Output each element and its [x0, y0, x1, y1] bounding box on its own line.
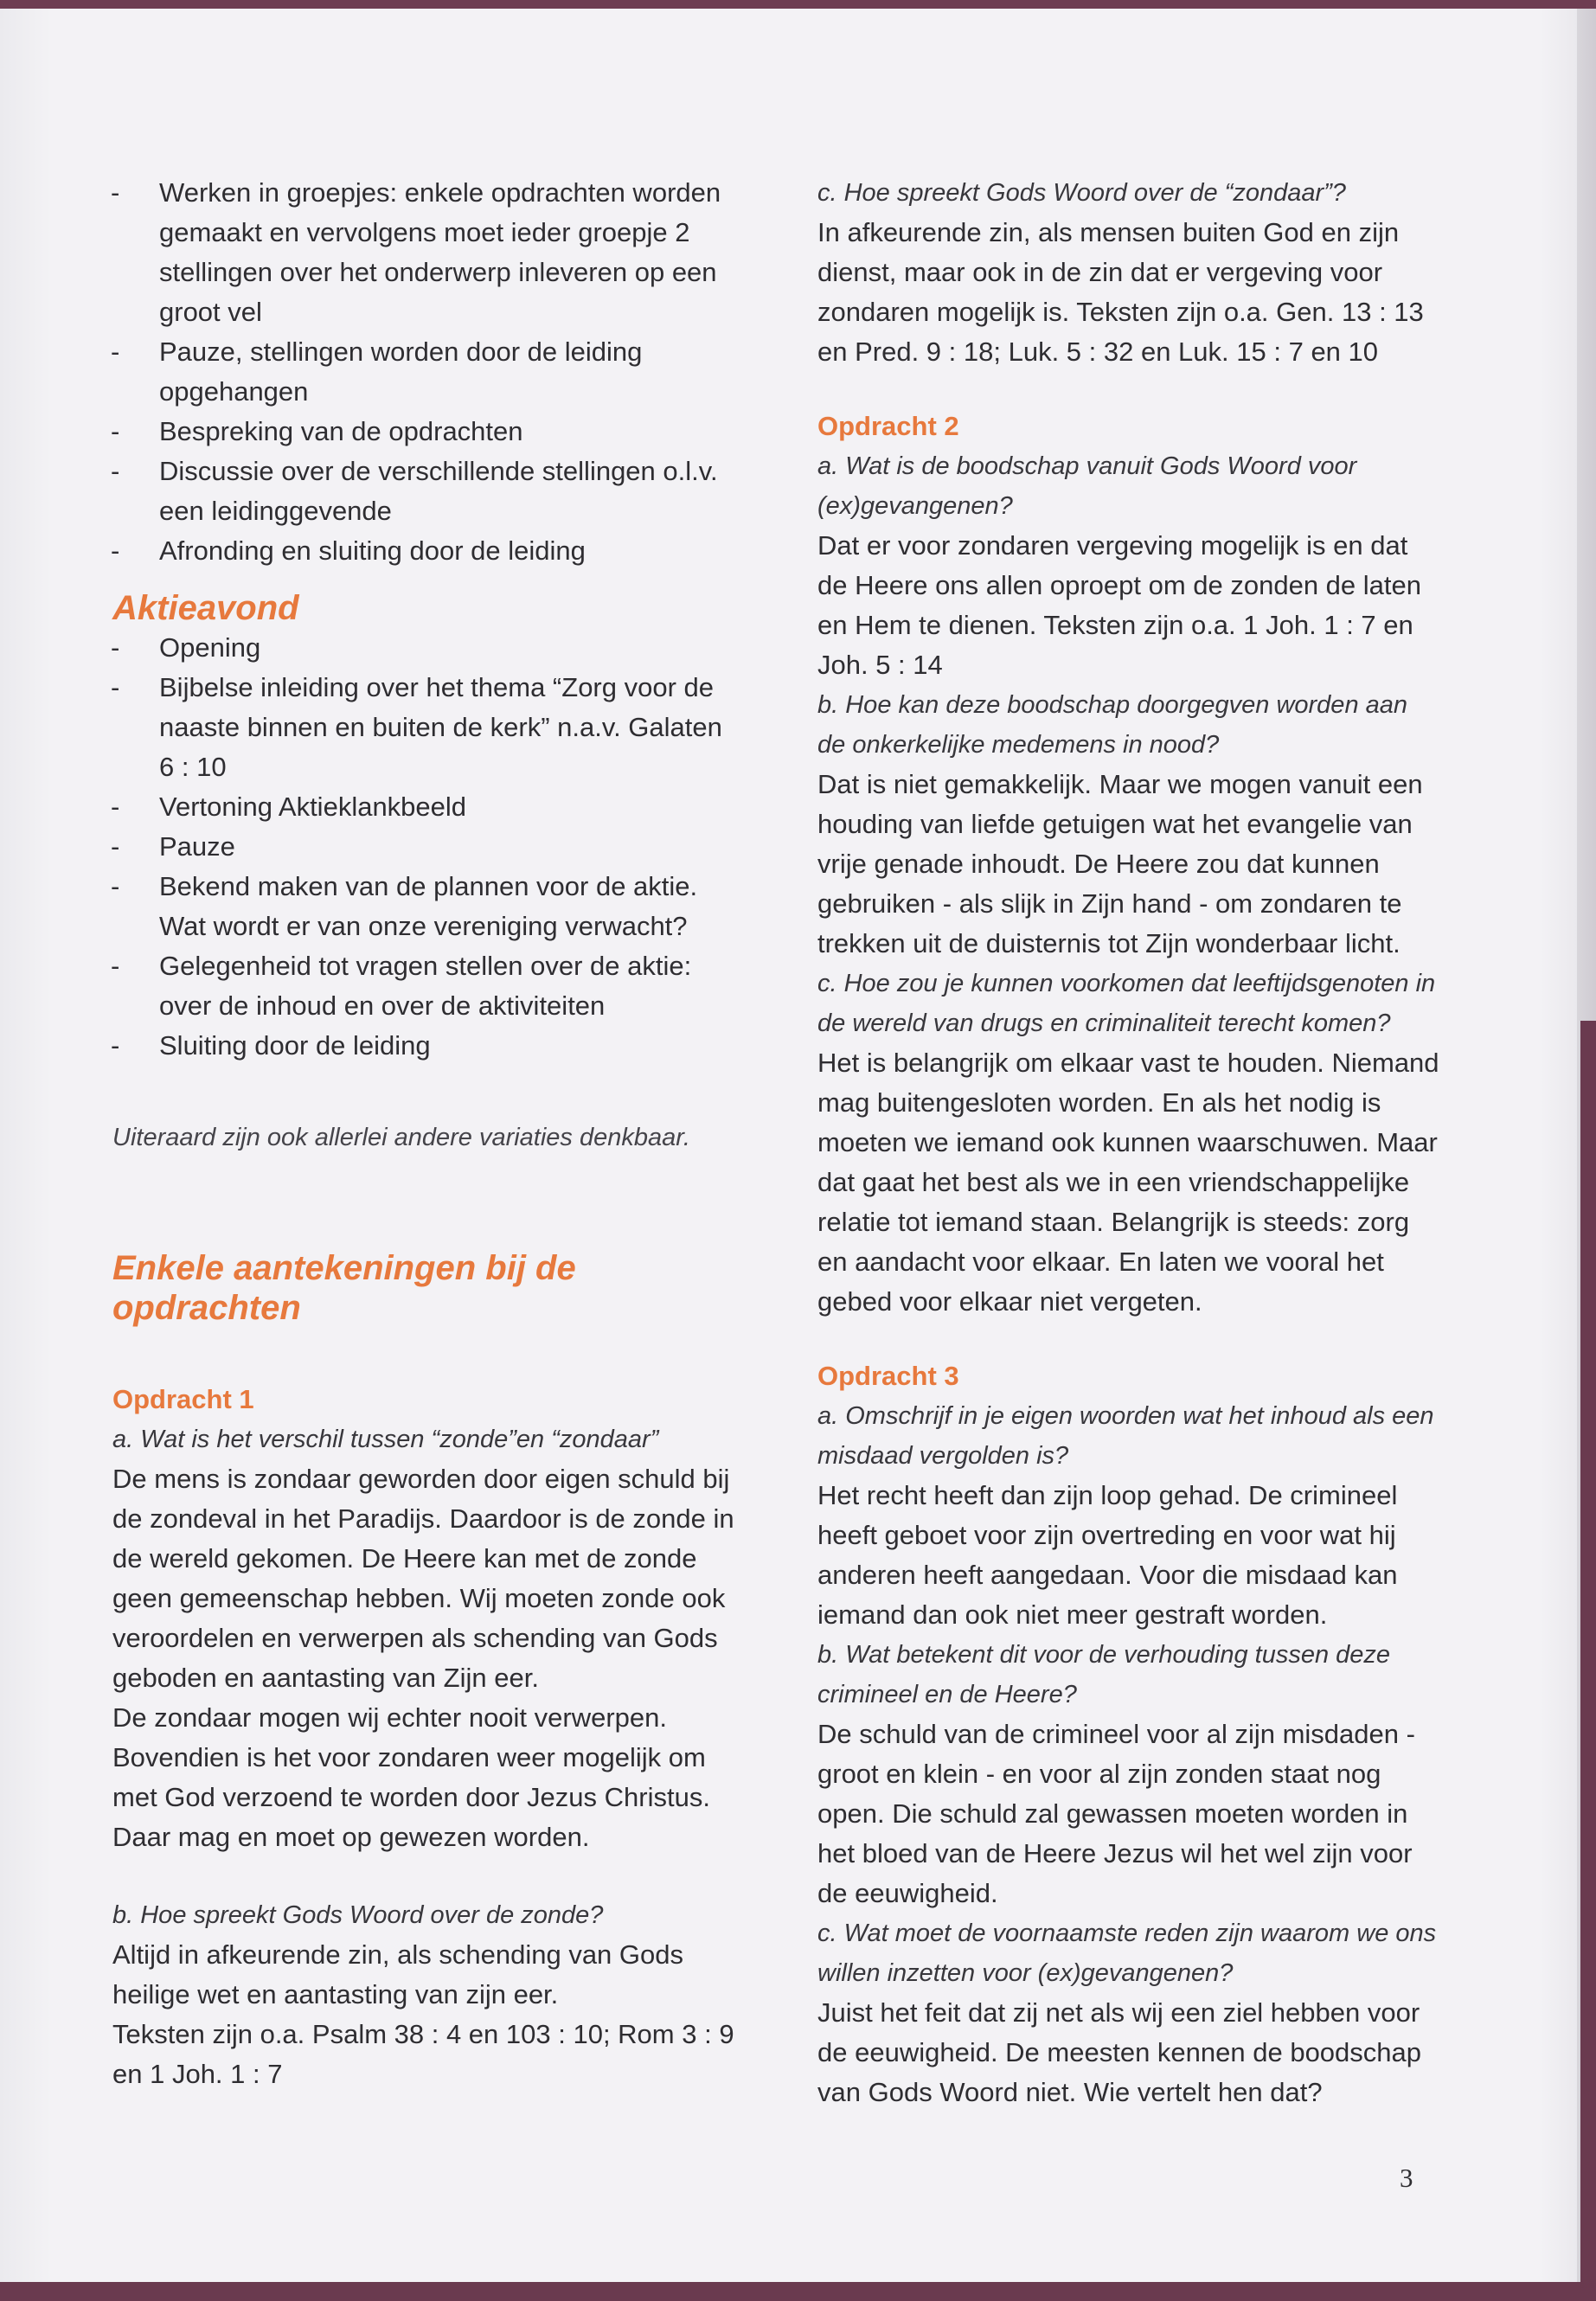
opdracht1-answer-a2: De zondaar mogen wij echter nooit verwerpen. Bovendien is het voor zondaren weer mogelijk om met God verzoend te worden door Jezus Christus. Daar mag en moet op gewezen worden.: [112, 1702, 710, 1852]
opdracht3-question-c: c. Wat moet de voornaamste reden zijn waarom we ons willen inzetten voor (ex)gevangenen?: [817, 1920, 1437, 1987]
variations-note: Uiteraard zijn ook allerlei andere variaties denkbaar.: [112, 1124, 690, 1151]
opdracht2-question-a: a. Wat is de boodschap vanuit Gods Woord voor (ex)gevangenen?: [817, 452, 1357, 520]
opdracht2-answer-c: Het is belangrijk om elkaar vast te houden. Niemand mag buitengesloten worden. En als het nodig is moeten we iemand ook kunnen waarschuwen. Maar dat gaat het best als we in een vriendschappelijke relatie tot iemand staan. Belangrijk is steeds: zorg en aandacht voor elkaar. En laten we vooral het gebed voor elkaar niet vergeten.: [817, 1048, 1439, 1317]
opdracht1-question-b: b. Hoe spreekt Gods Woord over de zonde?: [112, 1901, 604, 1929]
list-item: - Discussie over de verschillende stellingen o.l.v. een leidinggevende: [111, 456, 718, 526]
list-item: - Gelegenheid tot vragen stellen over de aktie: over de inhoud en over de aktiviteiten: [111, 951, 692, 1021]
list-item: - Opening: [111, 632, 261, 663]
list-item: - Afronding en sluiting door de leiding: [111, 535, 586, 566]
opdracht1-answer-b2: Teksten zijn o.a. Psalm 38 : 4 en 103 : 10; Rom 3 : 9 en 1 Joh. 1 : 7: [112, 2019, 734, 2089]
aktieavond-list: [112, 628, 735, 1066]
list-item: - Pauze: [111, 831, 235, 862]
page-number: 3: [1400, 2163, 1413, 2193]
opdracht1-question-c: c. Hoe spreekt Gods Woord over de “zondaar”?: [817, 179, 1346, 207]
opdracht3-heading: Opdracht 3: [817, 1361, 959, 1391]
list-item: - Bekend maken van de plannen voor de aktie. Wat wordt er van onze vereniging verwacht?: [111, 871, 698, 941]
opdracht3-answer-c: Juist het feit dat zij net als wij een ziel hebben voor de eeuwigheid. De meesten kennen de boodschap van Gods Woord niet. Wie vertelt hen dat?: [817, 1997, 1422, 2107]
aktieavond-heading: Aktieavond: [112, 589, 299, 627]
list-item: - Sluiting door de leiding: [111, 1030, 431, 1061]
list-item: - Bespreking van de opdrachten: [111, 416, 523, 446]
list-item: - Bijbelse inleiding over het thema “Zorg voor de naaste binnen en buiten de kerk” n.a.v. Galaten 6 : 10: [111, 672, 722, 782]
opdracht3-question-b: b. Wat betekent dit voor de verhouding tussen deze crimineel en de Heere?: [817, 1641, 1391, 1708]
opdracht3-question-a: a. Omschrijf in je eigen woorden wat het inhoud als een misdaad vergolden is?: [817, 1402, 1434, 1470]
opdracht1-answer-b1: Altijd in afkeurende zin, als schending van Gods heilige wet en aantasting van zijn eer.: [112, 1939, 684, 2009]
opdracht2-question-c: c. Hoe zou je kunnen voorkomen dat leeftijdsgenoten in de wereld van drugs en criminaliteit terecht komen?: [817, 970, 1436, 1037]
opdracht3-answer-b: De schuld van de crimineel voor al zijn misdaden - groot en klein - en voor al zijn zonden staat nog open. Die schuld zal gewassen moeten worden in het bloed van de Heere Jezus wil het wel zijn voor de eeuwigheid.: [817, 1719, 1415, 1908]
right-column: [817, 173, 1440, 2112]
opdracht2-answer-a: Dat er voor zondaren vergeving mogelijk is en dat de Heere ons allen oproept om de zonden de laten en Hem te dienen. Teksten zijn o.a. 1 Joh. 1 : 7 en Joh. 5 : 14: [817, 530, 1421, 680]
opdracht1-heading: Opdracht 1: [112, 1384, 254, 1414]
left-column: [112, 173, 735, 2094]
opdracht2-heading: Opdracht 2: [817, 411, 959, 441]
opdracht1-question-a: a. Wat is het verschil tussen “zonde”en “zondaar”: [112, 1426, 659, 1453]
opdracht1-answer-c: In afkeurende zin, als mensen buiten God en zijn dienst, maar ook in de zin dat er vergeving voor zondaren mogelijk is. Teksten zijn o.a. Gen. 13 : 13 en Pred. 9 : 18; Luk. 5 : 32 en Luk. 15 : 7 en 10: [817, 217, 1424, 367]
list-item: - Vertoning Aktieklankbeeld: [111, 792, 467, 822]
program-list: [112, 173, 735, 571]
binding-strip: [1580, 1021, 1596, 2282]
opdracht1-answer-a1: De mens is zondaar geworden door eigen schuld bij de zondeval in het Paradijs. Daardoor is de zonde in de wereld gekomen. De Heere kan met de zonde geen gemeenschap hebben. Wij moeten zonde ook veroordelen en verwerpen als schending van Gods geboden en aantasting van Zijn eer.: [112, 1464, 734, 1693]
opdracht2-question-b: b. Hoe kan deze boodschap doorgegven worden aan de onkerkelijke medemens in nood?: [817, 691, 1408, 759]
opdracht2-answer-b: Dat is niet gemakkelijk. Maar we mogen vanuit een houding van liefde getuigen wat het evangelie van vrije genade inhoudt. De Heere zou dat kunnen gebruiken - als slijk in Zijn hand - om zondaren te trekken uit de duisternis tot Zijn wonderbaar licht.: [817, 769, 1423, 958]
list-item: - Pauze, stellingen worden door de leiding opgehangen: [111, 336, 643, 407]
list-item: - Werken in groepjes: enkele opdrachten worden gemaakt en vervolgens moet ieder groepje 2 stellingen over het onderwerp inleveren op een groot vel: [111, 177, 721, 327]
opdracht3-answer-a: Het recht heeft dan zijn loop gehad. De crimineel heeft geboet voor zijn overtreding en voor wat hij anderen heeft aangedaan. Voor die misdaad kan iemand dan ook niet meer gestraft worden.: [817, 1480, 1398, 1630]
notes-heading: Enkele aantekeningen bij de opdrachten: [112, 1249, 576, 1327]
